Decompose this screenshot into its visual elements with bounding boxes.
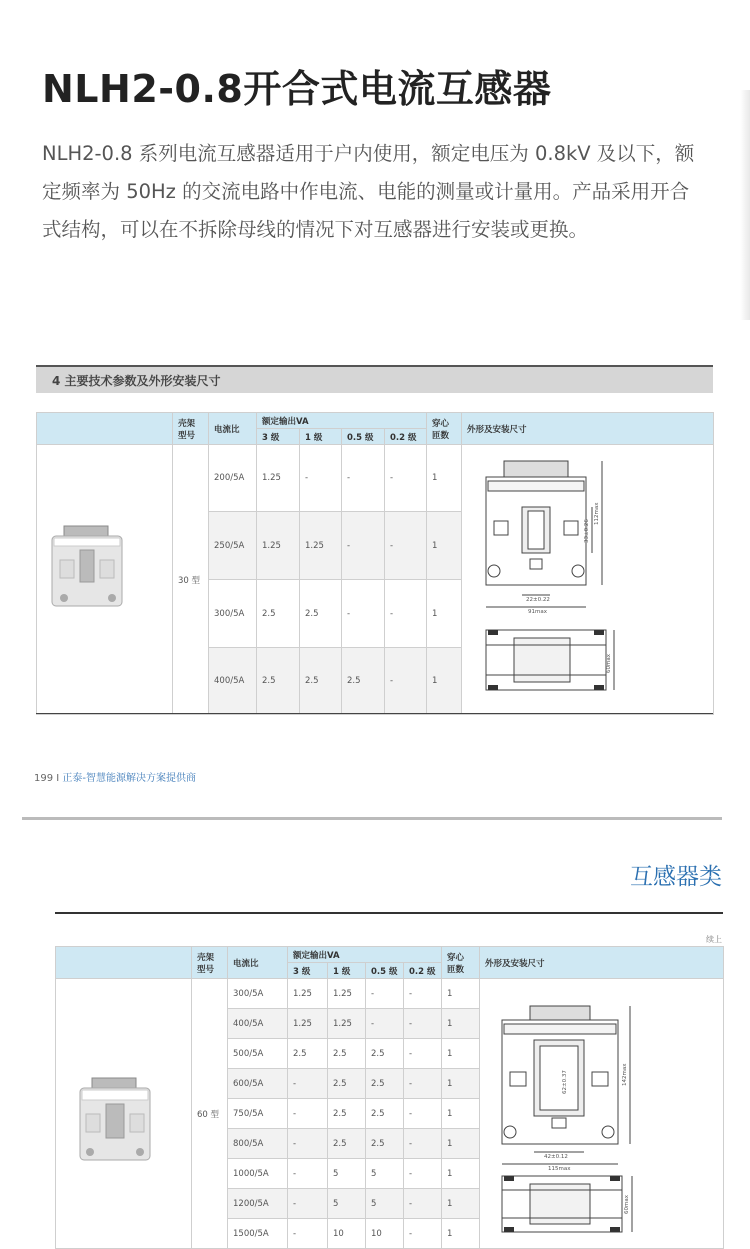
category-rule — [55, 912, 723, 914]
cell-c3: 1.25 — [288, 979, 328, 1009]
cell-turns: 1 — [427, 648, 462, 715]
cell-c3: 1.25 — [257, 512, 300, 580]
cell-c02: - — [404, 1189, 442, 1219]
cell-turns: 1 — [427, 580, 462, 648]
header-class02: 0.2 级 — [404, 963, 442, 979]
cell-turns: 1 — [442, 1099, 480, 1129]
page-title: NLH2-0.8开合式电流互感器 — [42, 67, 552, 111]
cell-c05: - — [366, 1009, 404, 1039]
cell-turns: 1 — [442, 1009, 480, 1039]
cell-c02: - — [385, 648, 427, 715]
cell-c3: - — [288, 1069, 328, 1099]
cell-c02: - — [404, 1129, 442, 1159]
cell-c3: - — [288, 1219, 328, 1249]
section-header-label: 4 主要技术参数及外形安装尺寸 — [52, 374, 221, 388]
dimension-drawing-60 — [496, 1002, 646, 1240]
category-title: 互感器类 — [630, 864, 722, 890]
cell-turns: 1 — [427, 445, 462, 512]
cell-c05: - — [342, 580, 385, 648]
header-ratio: 电流比 — [228, 947, 288, 979]
cell-turns: 1 — [442, 1069, 480, 1099]
header-class3: 3 级 — [288, 963, 328, 979]
cell-turns: 1 — [442, 1189, 480, 1219]
cell-c3: 2.5 — [257, 648, 300, 715]
cell-c1: - — [300, 445, 342, 512]
header-output: 额定输出VA — [288, 947, 442, 963]
frame-type: 60 型 — [192, 979, 228, 1249]
cell-ratio: 250/5A — [209, 512, 257, 580]
cell-c05: 10 — [366, 1219, 404, 1249]
cell-c05: - — [366, 979, 404, 1009]
dim-inner: 33±0.26 — [584, 519, 590, 543]
header-image-col — [56, 947, 192, 979]
cell-c05: 2.5 — [342, 648, 385, 715]
cell-ratio: 600/5A — [228, 1069, 288, 1099]
header-dims: 外形及安装尺寸 — [480, 947, 724, 979]
cell-ratio: 750/5A — [228, 1099, 288, 1129]
cell-c05: 2.5 — [366, 1039, 404, 1069]
dim-depth: 60max — [624, 1195, 630, 1214]
product-description: NLH2-0.8 系列电流互感器适用于户内使用，额定电压为 0.8kV 及以下，额定频率为 50Hz 的交流电路中作电流、电能的测量或计量用。产品采用开合式结构，可以在不拆除母线的情况下对互感器进行安装或更换。 — [42, 142, 695, 241]
cell-c1: 1.25 — [300, 512, 342, 580]
cell-c02: - — [404, 1039, 442, 1069]
cell-ratio: 1000/5A — [228, 1159, 288, 1189]
cell-c05: 2.5 — [366, 1069, 404, 1099]
header-output: 额定输出VA — [257, 413, 427, 429]
cell-c02: - — [404, 1099, 442, 1129]
cell-c02: - — [385, 445, 427, 512]
cell-c1: 2.5 — [328, 1039, 366, 1069]
dim-total: 115max — [548, 1166, 571, 1172]
cell-ratio: 1500/5A — [228, 1219, 288, 1249]
cell-c3: 2.5 — [257, 580, 300, 648]
footer-brand: 正泰-智慧能源解决方案提供商 — [62, 773, 197, 784]
cell-c05: 2.5 — [366, 1099, 404, 1129]
cell-ratio: 400/5A — [228, 1009, 288, 1039]
cell-turns: 1 — [442, 1039, 480, 1069]
footer-separator: I — [56, 773, 60, 784]
header-class1: 1 级 — [328, 963, 366, 979]
cell-c1: 1.25 — [328, 1009, 366, 1039]
dimension-drawing-30 — [478, 455, 626, 703]
dim-width: 42±0.12 — [544, 1154, 568, 1160]
cell-c02: - — [385, 512, 427, 580]
table-bottom-rule — [36, 713, 713, 714]
cell-ratio: 800/5A — [228, 1129, 288, 1159]
cell-ratio: 300/5A — [209, 580, 257, 648]
cell-c1: 2.5 — [300, 580, 342, 648]
product-photo-60 — [78, 1076, 154, 1164]
cell-c3: - — [288, 1099, 328, 1129]
header-frame: 壳架 型号 — [173, 413, 209, 445]
cell-c02: - — [404, 1159, 442, 1189]
cell-c3: - — [288, 1189, 328, 1219]
header-class05: 0.5 级 — [366, 963, 404, 979]
cell-c1: 2.5 — [328, 1099, 366, 1129]
cell-c1: 10 — [328, 1219, 366, 1249]
cell-turns: 1 — [427, 512, 462, 580]
header-dims: 外形及安装尺寸 — [462, 413, 714, 445]
cell-c1: 1.25 — [328, 979, 366, 1009]
cell-turns: 1 — [442, 979, 480, 1009]
cell-ratio: 200/5A — [209, 445, 257, 512]
continued-label: 续上 — [706, 935, 722, 944]
header-turns: 穿心 匝数 — [442, 947, 480, 979]
page-divider — [22, 817, 722, 820]
cell-c02: - — [385, 580, 427, 648]
cell-c1: 2.5 — [328, 1069, 366, 1099]
header-frame: 壳架 型号 — [192, 947, 228, 979]
cell-turns: 1 — [442, 1129, 480, 1159]
header-class3: 3 级 — [257, 429, 300, 445]
section-header — [36, 365, 713, 393]
page-edge-shadow — [740, 90, 750, 320]
cell-c3: - — [288, 1129, 328, 1159]
cell-c3: 2.5 — [288, 1039, 328, 1069]
page-number: 199 — [34, 773, 54, 784]
cell-ratio: 300/5A — [228, 979, 288, 1009]
dim-height: 112max — [594, 502, 600, 525]
header-turns: 穿心 匝数 — [427, 413, 462, 445]
product-photo-30 — [50, 524, 126, 610]
frame-type: 30 型 — [173, 445, 209, 715]
dim-inner: 62±0.37 — [562, 1070, 568, 1094]
cell-c3: - — [288, 1159, 328, 1189]
cell-c05: 5 — [366, 1189, 404, 1219]
cell-ratio: 1200/5A — [228, 1189, 288, 1219]
cell-c02: - — [404, 979, 442, 1009]
cell-c1: 2.5 — [300, 648, 342, 715]
cell-turns: 1 — [442, 1159, 480, 1189]
cell-c02: - — [404, 1009, 442, 1039]
dim-width: 22±0.22 — [526, 597, 550, 603]
cell-c1: 5 — [328, 1189, 366, 1219]
header-class1: 1 级 — [300, 429, 342, 445]
header-class02: 0.2 级 — [385, 429, 427, 445]
cell-ratio: 400/5A — [209, 648, 257, 715]
cell-c02: - — [404, 1219, 442, 1249]
cell-c1: 2.5 — [328, 1129, 366, 1159]
header-ratio: 电流比 — [209, 413, 257, 445]
cell-c3: 1.25 — [288, 1009, 328, 1039]
cell-c02: - — [404, 1069, 442, 1099]
dim-total: 91max — [528, 609, 547, 615]
cell-ratio: 500/5A — [228, 1039, 288, 1069]
dim-height: 142max — [622, 1063, 628, 1086]
cell-c3: 1.25 — [257, 445, 300, 512]
dim-depth: 60max — [606, 654, 612, 673]
cell-c1: 5 — [328, 1159, 366, 1189]
cell-c05: 2.5 — [366, 1129, 404, 1159]
cell-c05: - — [342, 445, 385, 512]
header-class05: 0.5 级 — [342, 429, 385, 445]
page-footer — [34, 769, 196, 784]
header-image-col — [37, 413, 173, 445]
cell-turns: 1 — [442, 1219, 480, 1249]
cell-c05: 5 — [366, 1159, 404, 1189]
cell-c05: - — [342, 512, 385, 580]
